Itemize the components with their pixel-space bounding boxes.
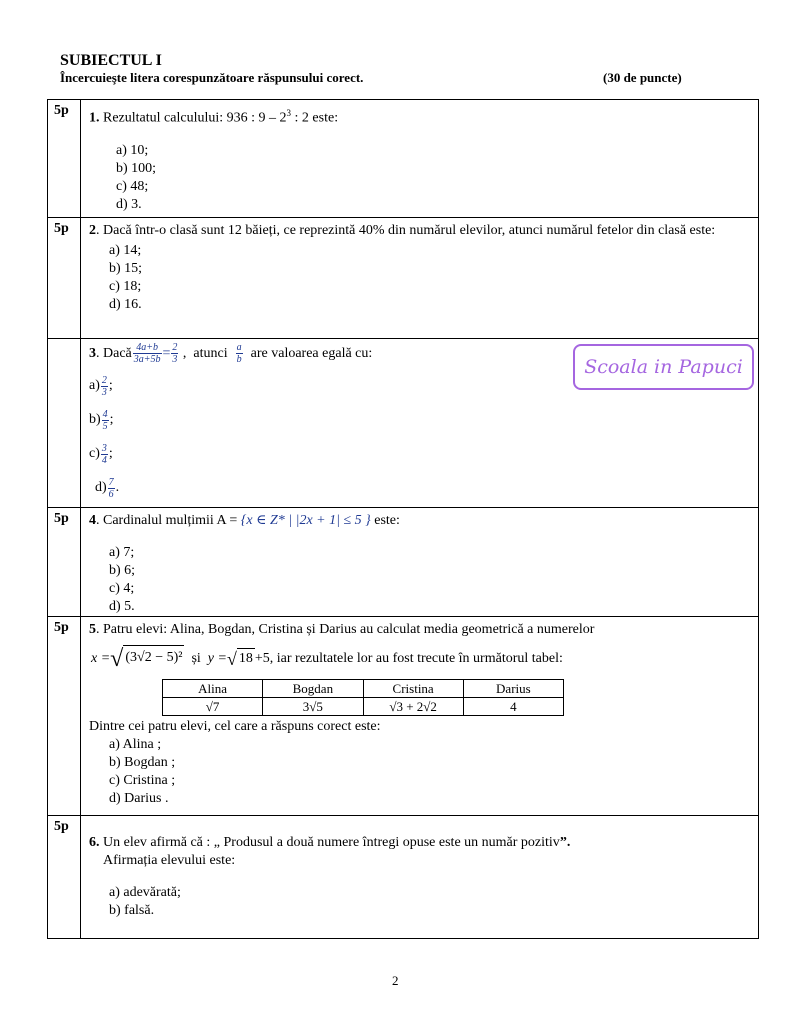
option[interactable]: a) Alina ; xyxy=(109,737,162,752)
question-cell xyxy=(81,339,759,508)
page-number: 2 xyxy=(392,973,399,988)
option[interactable]: d) 16. xyxy=(109,297,142,312)
option[interactable]: d) Darius . xyxy=(109,791,169,806)
formula-line: x = √ (3√2 − 5)² și y = √ 18 +5 , iar rezultatele lor au fost trecute în următorul tabel: xyxy=(91,646,563,672)
table-cell: 3√5 xyxy=(263,698,363,716)
question-prompt: Dintre cei patru elevi, cel care a răspuns corect este: xyxy=(89,719,381,734)
option[interactable]: d) 5. xyxy=(109,599,135,614)
fraction-rhs: $\frac{2}{3}$ xyxy=(172,342,178,365)
points-cell: 5p xyxy=(48,218,81,339)
question-row-2 xyxy=(48,218,759,339)
subject-title: SUBIECTUL I xyxy=(60,52,162,69)
points-cell: 5p xyxy=(48,508,81,617)
table-cell: √7 xyxy=(163,698,263,716)
question-cell xyxy=(81,508,759,617)
option[interactable]: d) 3. xyxy=(116,196,142,212)
points-cell: 5p xyxy=(48,617,81,816)
question-cell xyxy=(81,617,759,816)
option[interactable]: b) falsă. xyxy=(109,903,155,918)
student-answers-table xyxy=(162,679,564,716)
instructions: Încercuieşte litera corespunzătoare răspunsului corect. xyxy=(60,70,364,85)
question-text: 1. Rezultatul calculului: 936 : $9 - 2^3$ : 2 este: xyxy=(89,108,339,126)
question-text: 4. Cardinalul mulțimii A = {x ∈ Z* | |2x + 1| ≤ 5 } este: xyxy=(89,513,400,528)
option[interactable]: b) $\frac{4}{5}$ ; xyxy=(89,408,114,432)
options-list xyxy=(89,884,750,920)
option[interactable]: a) 7; xyxy=(109,545,135,560)
option[interactable]: b) 15; xyxy=(109,261,143,276)
question-cell xyxy=(81,816,759,939)
points-cell xyxy=(48,339,81,508)
option[interactable]: a) adevărată; xyxy=(109,885,181,900)
option[interactable]: a) 14; xyxy=(109,243,142,258)
sqrt-x: √ (3√2 − 5)² xyxy=(110,646,183,672)
option[interactable]: c) $\frac{3}{4}$ ; xyxy=(89,442,113,466)
fraction-lhs: $\frac{4a+b}{3a+5b}$ xyxy=(133,342,161,365)
table-header: Bogdan xyxy=(263,680,363,698)
question-text: 3 . Dacă $\frac{4a+b}{3a+5b}$ = $\frac{2}{3}$ , atunci $\frac{a}{b}$ are valoarea egală cu: xyxy=(89,342,373,365)
option[interactable]: c) 18; xyxy=(109,279,142,294)
table-header: Darius xyxy=(463,680,563,698)
question-row-4 xyxy=(48,508,759,617)
options-list xyxy=(89,544,750,616)
option[interactable]: c) Cristina ; xyxy=(109,773,176,788)
question-row-6 xyxy=(48,816,759,939)
option[interactable]: a) 10; xyxy=(116,142,149,158)
question-row-5 xyxy=(48,617,759,816)
question-subtext: Afirmația elevului este: xyxy=(103,853,236,868)
option[interactable]: d) $\frac{7}{6}$ . xyxy=(95,476,120,500)
options-list xyxy=(89,736,750,808)
table-cell: 4 xyxy=(463,698,563,716)
option[interactable]: b) 6; xyxy=(109,563,136,578)
option[interactable]: b) Bogdan ; xyxy=(109,755,176,770)
question-text: 6. Un elev afirmă că : „ Produsul a două numere întregi opuse este un număr pozitiv”. xyxy=(89,835,571,850)
table-header: Alina xyxy=(163,680,263,698)
table-header: Cristina xyxy=(363,680,463,698)
total-points: (30 de puncte) xyxy=(603,70,682,85)
table-cell: √3 + 2√2 xyxy=(363,698,463,716)
question-text: 2. Dacă într-o clasă sunt 12 băieți, ce reprezintă 40% din numărul elevilor, atunci numărul fetelor din clasă este: xyxy=(89,223,716,238)
sqrt-y: √ 18 xyxy=(226,649,253,669)
question-row-3 xyxy=(48,339,759,508)
option[interactable]: a) $\frac{2}{3}$ ; xyxy=(89,374,113,398)
options-list xyxy=(89,242,750,314)
option[interactable]: b) 100; xyxy=(116,160,157,176)
question-cell xyxy=(81,100,759,218)
exam-table xyxy=(47,99,759,939)
option[interactable]: c) 48; xyxy=(116,178,149,194)
question-cell xyxy=(81,218,759,339)
points-cell: 5p xyxy=(48,100,81,218)
points-cell: 5p xyxy=(48,816,81,939)
question-row-1 xyxy=(48,100,759,218)
set-expression: {x ∈ Z* | |2x + 1| ≤ 5 } xyxy=(240,513,371,528)
scoala-in-papuci-logo: Scoala in Papuci xyxy=(573,344,754,390)
question-text: 5. Patru elevi: Alina, Bogdan, Cristina și Darius au calculat media geometrică a numerelor xyxy=(89,622,595,637)
fraction-ratio: $\frac{a}{b}$ xyxy=(236,342,242,365)
options-list xyxy=(89,142,750,214)
option[interactable]: c) 4; xyxy=(109,581,135,596)
